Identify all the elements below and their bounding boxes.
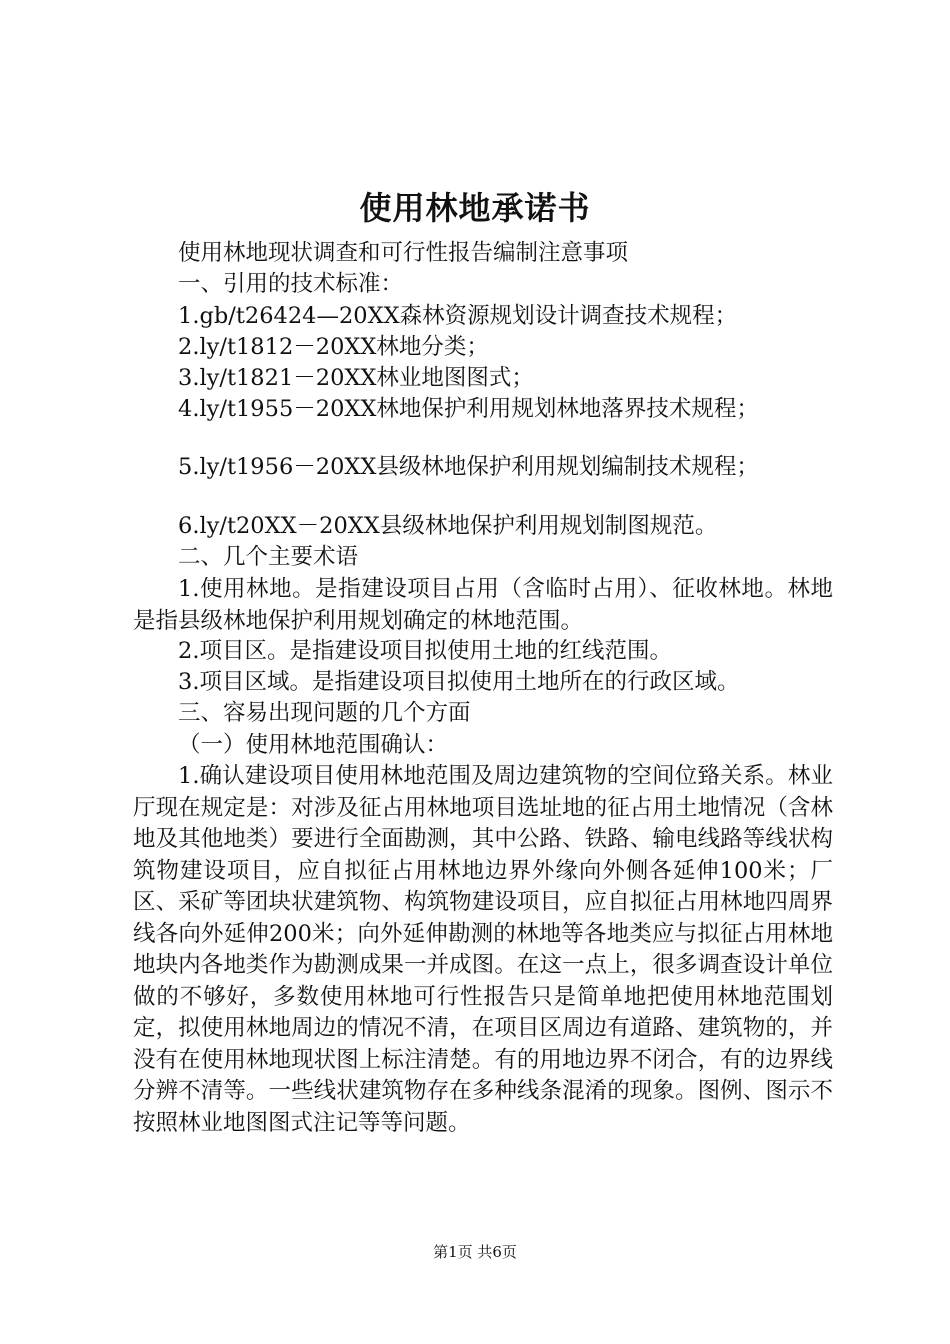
- subtitle: 使用林地现状调查和可行性报告编制注意事项: [178, 240, 629, 266]
- section-heading-issues: 三、容易出现问题的几个方面: [178, 700, 471, 726]
- body-paragraph: 1.确认建设项目使用林地范围及周边建筑物的空间位臵关系。林业厅现在规定是：对涉及征占用林地项目选址地的征占用土地情况（含林地及其他地类）要进行全面勘测，其中公路、铁路、输电线路等线状构筑物建设项目，应自拟征占用林地边界外缘向外侧各延伸100米；厂区、采矿等团块状建筑物、构筑物建设项目，应自拟征占用林地四周界线各向外延伸200米；向外延伸勘测的林地等各地类应与拟征占用林地地块内各地类作为勘测成果一并成图。在这一点上，很多调查设计单位做的不够好，多数使用林地可行性报告只是简单地把使用林地范围划定，拟使用林地周边的情况不清，在项目区周边有道路、建筑物的，并没有在使用林地现状图上标注清楚。有的用地边界不闭合，有的边界线分辨不清等。一些线状建筑物存在多种线条混淆的现象。图例、图示不按照林业地图图式注记等等问题。: [133, 763, 833, 1136]
- term-item: 3.项目区域。是指建设项目拟使用土地所在的行政区域。: [178, 669, 740, 695]
- term-item: 2.项目区。是指建设项目拟使用土地的红线范围。: [178, 638, 672, 664]
- term-paragraph: 1.使用林地。是指建设项目占用（含临时占用）、征收林地。林地是指县级林地保护利用规划确定的林地范围。: [133, 576, 833, 634]
- standard-item: 1.gb/t26424—20XX森林资源规划设计调查技术规程；: [178, 303, 738, 329]
- section-heading-terms: 二、几个主要术语: [178, 544, 359, 570]
- standard-item: 4.ly/t1955－20XX林地保护利用规划林地落界技术规程；: [178, 396, 759, 422]
- subsection-heading: （一）使用林地范围确认：: [178, 732, 449, 758]
- section-heading-standards: 一、引用的技术标准：: [178, 271, 404, 297]
- standard-item: 5.ly/t1956－20XX县级林地保护利用规划编制技术规程；: [178, 454, 759, 480]
- page-footer: 第1页 共6页: [433, 1243, 517, 1261]
- standard-item: 3.ly/t1821－20XX林业地图图式；: [178, 365, 534, 391]
- standard-item: 6.ly/t20XX－20XX县级林地保护利用规划制图规范。: [178, 513, 718, 539]
- document-title: 使用林地承诺书: [359, 189, 591, 227]
- standard-item: 2.ly/t1812－20XX林地分类；: [178, 334, 489, 360]
